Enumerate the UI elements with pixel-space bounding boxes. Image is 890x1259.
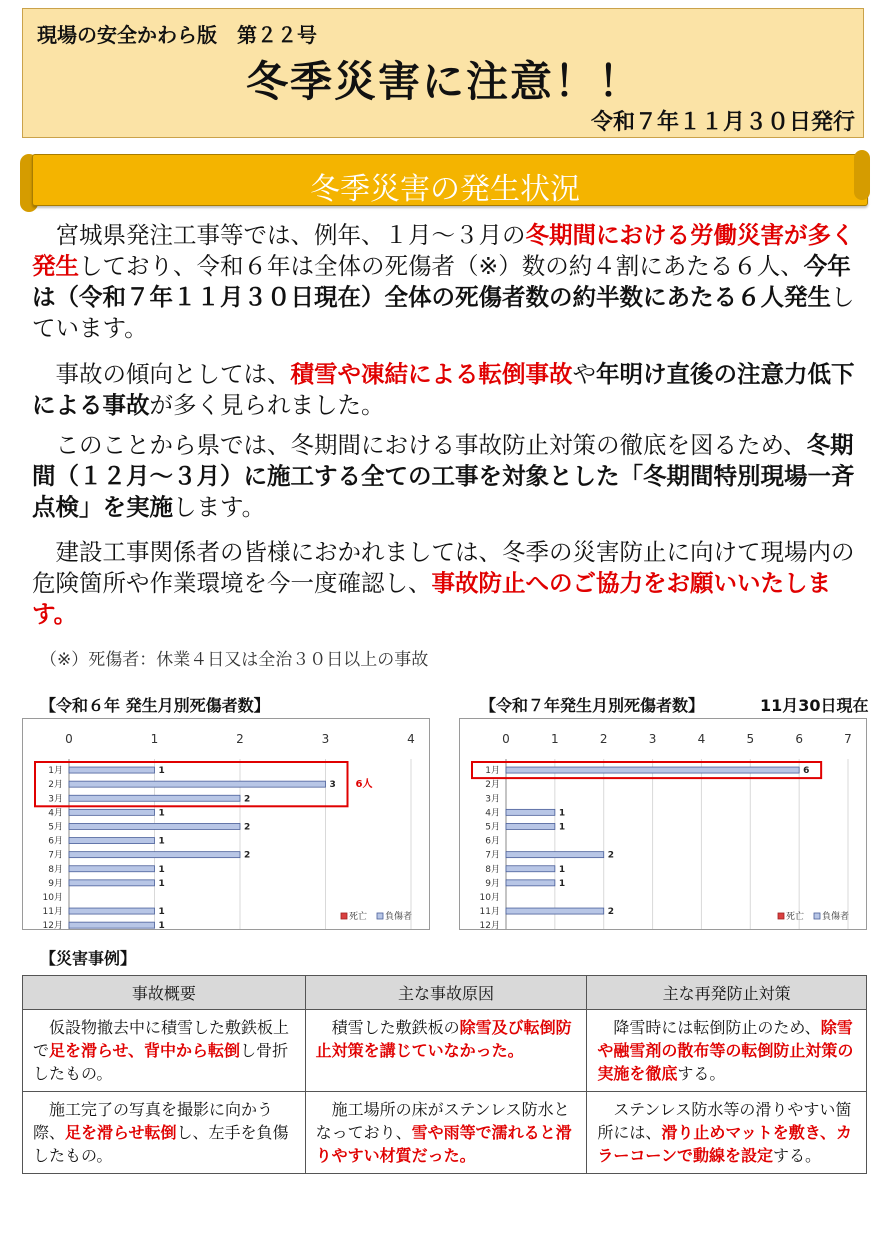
- y-tick-label: 9月: [485, 878, 500, 889]
- bar: [506, 880, 555, 886]
- data-label: 1: [158, 836, 165, 847]
- chart2-title: 【令和７年発生月別死傷者数】: [480, 696, 705, 715]
- y-tick-label: 2月: [485, 780, 500, 791]
- paragraph-text: 建設工事関係者の皆様におかれましては、冬季の災害防止に向けて現場内の危険箇所や作業環境を今一度確認し、: [32, 538, 855, 597]
- x-tick-label: 4: [407, 732, 415, 746]
- data-label: 2: [244, 850, 251, 861]
- chart1-plot: [23, 719, 429, 929]
- table-cell: [305, 1092, 587, 1174]
- data-label: 2: [244, 822, 251, 833]
- highlight-label: 6人: [355, 779, 373, 791]
- cell-text: ステンレス防水等の滑りやすい箇所には、: [597, 1100, 852, 1142]
- data-label: 1: [558, 864, 566, 875]
- x-tick-label: 3: [321, 732, 330, 746]
- case-table: [22, 975, 867, 1174]
- y-tick-label: 3月: [48, 794, 63, 805]
- issue-date: 令和７年１１月３０日発行: [590, 110, 855, 135]
- cell-text: 積雪した敷鉄板の: [331, 1018, 460, 1037]
- data-label: 1: [158, 808, 165, 819]
- table-cell: [587, 1092, 867, 1174]
- y-tick-label: 9月: [48, 878, 63, 889]
- chart2-plot: [460, 719, 866, 929]
- y-tick-label: 8月: [48, 864, 63, 875]
- bar: [69, 809, 155, 815]
- y-tick-label: 5月: [485, 822, 500, 833]
- paragraph-text: 事故防止へのご協力をお願いいたします。: [32, 569, 831, 628]
- bar: [506, 908, 604, 914]
- x-tick-label: 0: [65, 732, 73, 746]
- paragraph-2: [32, 359, 862, 421]
- x-tick-label: 5: [746, 732, 755, 746]
- table-header-row: [23, 976, 867, 1010]
- cell-text: 除雪及び転倒防止対策を講じていなかった。: [315, 1018, 572, 1060]
- legend-label: 負傷者: [385, 912, 413, 922]
- cell-text: 滑り止めマットを敷き、カラーコーンで動線を設定: [597, 1123, 853, 1165]
- legend-swatch: [778, 913, 784, 919]
- data-label: 6: [803, 766, 810, 777]
- y-tick-label: 5月: [48, 822, 63, 833]
- bar: [69, 852, 240, 858]
- x-tick-label: 1: [551, 732, 559, 746]
- y-tick-label: 4月: [48, 808, 63, 819]
- table-cell: [23, 1010, 306, 1092]
- table-cell: [587, 1010, 867, 1092]
- data-label: 2: [607, 850, 614, 861]
- legend-label: 負傷者: [822, 912, 850, 922]
- table-title: 【災害事例】: [40, 949, 137, 968]
- footnote: （※）死傷者：休業４日又は全治３０日以上の事故: [40, 650, 429, 670]
- x-tick-label: 7: [844, 732, 852, 746]
- y-tick-label: 2月: [48, 780, 63, 791]
- bar: [69, 866, 155, 872]
- x-tick-label: 6: [795, 732, 803, 746]
- bar: [69, 781, 326, 787]
- chart2-frame: [459, 718, 867, 930]
- cell-text: 降雪時には転倒防止のため、: [613, 1018, 821, 1037]
- cell-text: 雪や雨等で濡れると滑りやすい材質だった。: [315, 1123, 572, 1165]
- bar: [506, 809, 555, 815]
- table-cell: [23, 1092, 306, 1174]
- y-tick-label: 4月: [485, 808, 500, 819]
- paragraph-text: 冬期間における労働災害が多く発生: [32, 221, 855, 280]
- paragraph-3: [32, 430, 862, 523]
- x-tick-label: 2: [236, 732, 244, 746]
- section-title: 冬季災害の発生状況: [310, 172, 580, 207]
- data-label: 1: [558, 878, 566, 889]
- y-tick-label: 12月: [479, 921, 500, 929]
- cell-text: する。: [677, 1064, 726, 1083]
- bar: [69, 767, 155, 773]
- data-label: 2: [607, 907, 614, 918]
- chart1-title: 【令和６年 発生月別死傷者数】: [40, 696, 270, 715]
- paragraph-1: [32, 220, 862, 344]
- paragraph-text: 今年は（令和７年１１月３０日現在）全体の死傷者数の約半数にあたる６人発生: [32, 252, 851, 311]
- paragraph-text: 年明け直後の注意力低下による事故: [32, 360, 855, 419]
- y-tick-label: 1月: [48, 766, 63, 777]
- legend-label: 死亡: [349, 912, 368, 922]
- bar: [506, 852, 604, 858]
- legend-swatch: [814, 913, 820, 919]
- y-tick-label: 1月: [485, 766, 500, 777]
- table-row: [23, 1092, 867, 1174]
- column-header: 事故概要: [23, 976, 306, 1010]
- y-tick-label: 7月: [485, 850, 500, 861]
- cell-text: 仮設物撤去中に積雪した敷鉄板上で: [33, 1018, 290, 1060]
- paragraph-text: や: [572, 360, 596, 388]
- bar: [69, 838, 155, 844]
- paragraph-text: 宮城県発注工事等では、例年、１月～３月の: [32, 221, 526, 249]
- data-label: 1: [158, 766, 165, 777]
- y-tick-label: 6月: [48, 836, 63, 847]
- y-tick-label: 7月: [48, 850, 63, 861]
- data-label: 1: [158, 864, 165, 875]
- x-tick-label: 4: [697, 732, 706, 746]
- cell-text: 施工完了の写真を撮影に向かう際、: [33, 1100, 274, 1142]
- cell-text: 足を滑らせ転倒: [65, 1123, 177, 1142]
- table-cell: [305, 1010, 587, 1092]
- x-tick-label: 3: [648, 732, 657, 746]
- paragraph-4: [32, 537, 862, 630]
- data-label: 2: [244, 794, 251, 805]
- cell-text: 足を滑らせ、背中から転倒: [49, 1041, 241, 1060]
- y-tick-label: 8月: [485, 864, 500, 875]
- y-tick-label: 3月: [485, 794, 500, 805]
- column-header: 主な再発防止対策: [587, 976, 867, 1010]
- data-label: 1: [558, 822, 566, 833]
- y-tick-label: 10月: [479, 892, 500, 903]
- x-tick-label: 1: [150, 732, 159, 746]
- headline: 冬季災害に注意！！: [245, 57, 642, 106]
- chart1-frame: [22, 718, 430, 930]
- section-banner: [20, 150, 870, 212]
- cell-text: する。: [773, 1146, 822, 1165]
- x-tick-label: 2: [599, 732, 608, 746]
- bar: [506, 767, 799, 773]
- y-tick-label: 11月: [42, 907, 63, 918]
- header-banner: [22, 8, 864, 138]
- paragraph-text: します。: [173, 493, 266, 521]
- legend-swatch: [377, 913, 383, 919]
- bar: [506, 866, 555, 872]
- data-label: 1: [158, 878, 165, 889]
- cell-text: 除雪や融雪剤の散布等の転倒防止対策の実施を徹底: [597, 1018, 854, 1083]
- legend-label: 死亡: [786, 912, 805, 922]
- x-tick-label: 0: [502, 732, 510, 746]
- bar: [69, 922, 155, 928]
- column-header: 主な事故原因: [305, 976, 587, 1010]
- paragraph-text: しています。: [32, 283, 855, 342]
- series-title: 現場の安全かわら版 第２２号: [37, 23, 317, 47]
- bar: [69, 795, 240, 801]
- paragraph-text: このことから県では、冬期間における事故防止対策の徹底を図るため、: [32, 431, 807, 459]
- y-tick-label: 6月: [485, 836, 500, 847]
- cell-text: し骨折したもの。: [33, 1041, 289, 1083]
- bar: [69, 823, 240, 829]
- paragraph-text: が多く見られました。: [149, 391, 385, 419]
- table-row: [23, 1010, 867, 1092]
- y-tick-label: 12月: [42, 921, 63, 929]
- bar: [69, 908, 155, 914]
- bar: [69, 880, 155, 886]
- chart2-subtitle: 11月30日現在: [760, 696, 869, 715]
- bar: [506, 823, 555, 829]
- data-label: 1: [558, 808, 566, 819]
- cell-text: し、左手を負傷したもの。: [33, 1123, 289, 1165]
- data-label: 3: [329, 780, 336, 791]
- y-tick-label: 10月: [42, 892, 63, 903]
- paragraph-text: 積雪や凍結による転倒事故: [290, 360, 573, 388]
- paragraph-text: 事故の傾向としては、: [32, 360, 291, 388]
- legend-swatch: [341, 913, 347, 919]
- paragraph-text: しており、令和６年は全体の死傷者（※）数の約４割にあたる６人、: [79, 252, 804, 280]
- paragraph-text: 冬期間（１２月～３月）に施工する全ての工事を対象とした「冬期間特別現場一斉点検」を実施: [32, 431, 855, 521]
- y-tick-label: 11月: [479, 907, 500, 918]
- cell-text: 施工場所の床がステンレス防水となっており、: [315, 1100, 570, 1142]
- data-label: 1: [158, 921, 165, 929]
- data-label: 1: [158, 907, 165, 918]
